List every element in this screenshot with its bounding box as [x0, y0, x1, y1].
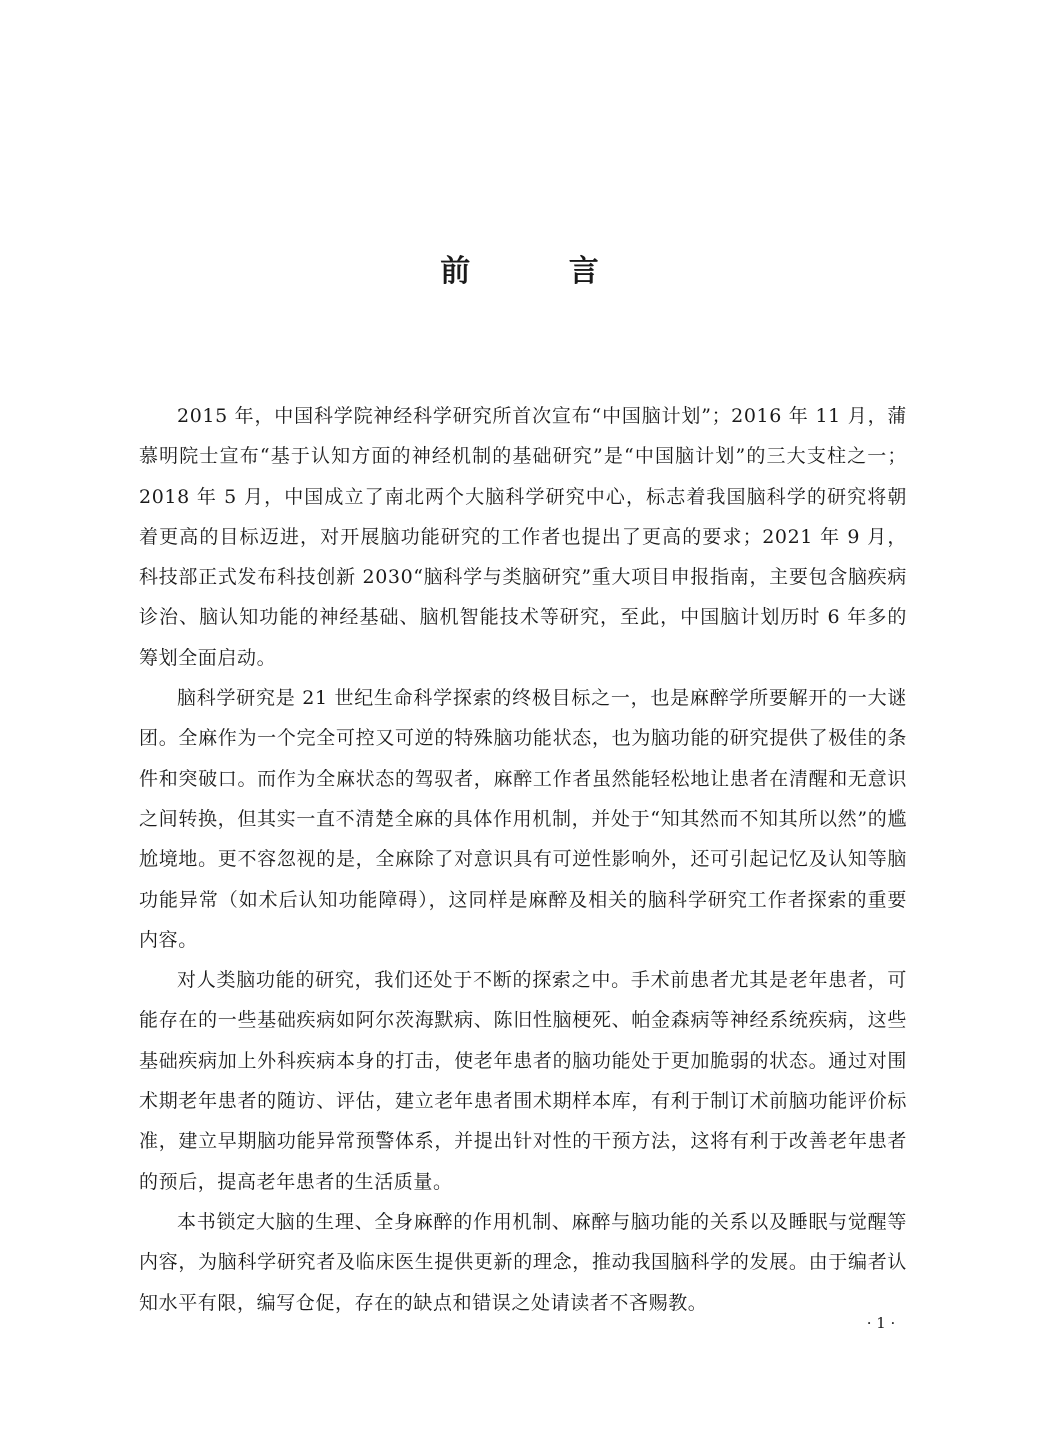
page-title: 前 言 [440, 254, 643, 289]
paragraph-1: 2015 年，中国科学院神经科学研究所首次宣布“中国脑计划”；2016 年 11 月，蒲慕明院士宣布“基于认知方面的神经机制的基础研究”是“中国脑计划”的三大支柱之一；2018 年 5 月，中国成立了南北两个大脑科学研究中心，标志着我国脑科学的研究将朝着更高的目标迈进，对开展脑功能研究的工作者也提出了更高的要求；2021 年 9 月，科技部正式发布科技创新 2030“脑科学与类脑研究”重大项目申报指南，主要包含脑疾病诊治、脑认知功能的神经基础、脑机智能技术等研究，至此，中国脑计划历时 6 年多的筹划全面启动。 [139, 405, 907, 669]
paragraph-3: 对人类脑功能的研究，我们还处于不断的探索之中。手术前患者尤其是老年患者，可能存在的一些基础疾病如阿尔茨海默病、陈旧性脑梗死、帕金森病等神经系统疾病，这些基础疾病加上外科疾病本身的打击，使老年患者的脑功能处于更加脆弱的状态。通过对围术期老年患者的随访、评估，建立老年患者围术期样本库，有利于制订术前脑功能评价标准，建立早期脑功能异常预警体系，并提出针对性的干预方法，这将有利于改善老年患者的预后，提高老年患者的生活质量。 [139, 969, 907, 1193]
paragraph-4: 本书锁定大脑的生理、全身麻醉的作用机制、麻醉与脑功能的关系以及睡眠与觉醒等内容，为脑科学研究者及临床医生提供更新的理念，推动我国脑科学的发展。由于编者认知水平有限，编写仓促，存在的缺点和错误之处请读者不吝赐教。 [139, 1210, 907, 1314]
paragraph-2: 脑科学研究是 21 世纪生命科学探索的终极目标之一，也是麻醉学所要解开的一大谜团。全麻作为一个完全可控又可逆的特殊脑功能状态，也为脑功能的研究提供了极佳的条件和突破口。而作为全麻状态的驾驭者，麻醉工作者虽然能轻松地让患者在清醒和无意识之间转换，但其实一直不清楚全麻的具体作用机制，并处于“知其然而不知其所以然”的尴尬境地。更不容忽视的是，全麻除了对意识具有可逆性影响外，还可引起记忆及认知等脑功能异常（如术后认知功能障碍），这同样是麻醉及相关的脑科学研究工作者探索的重要内容。 [139, 687, 907, 951]
preface-body [139, 396, 907, 1323]
page-number: · 1 · [866, 1314, 896, 1332]
